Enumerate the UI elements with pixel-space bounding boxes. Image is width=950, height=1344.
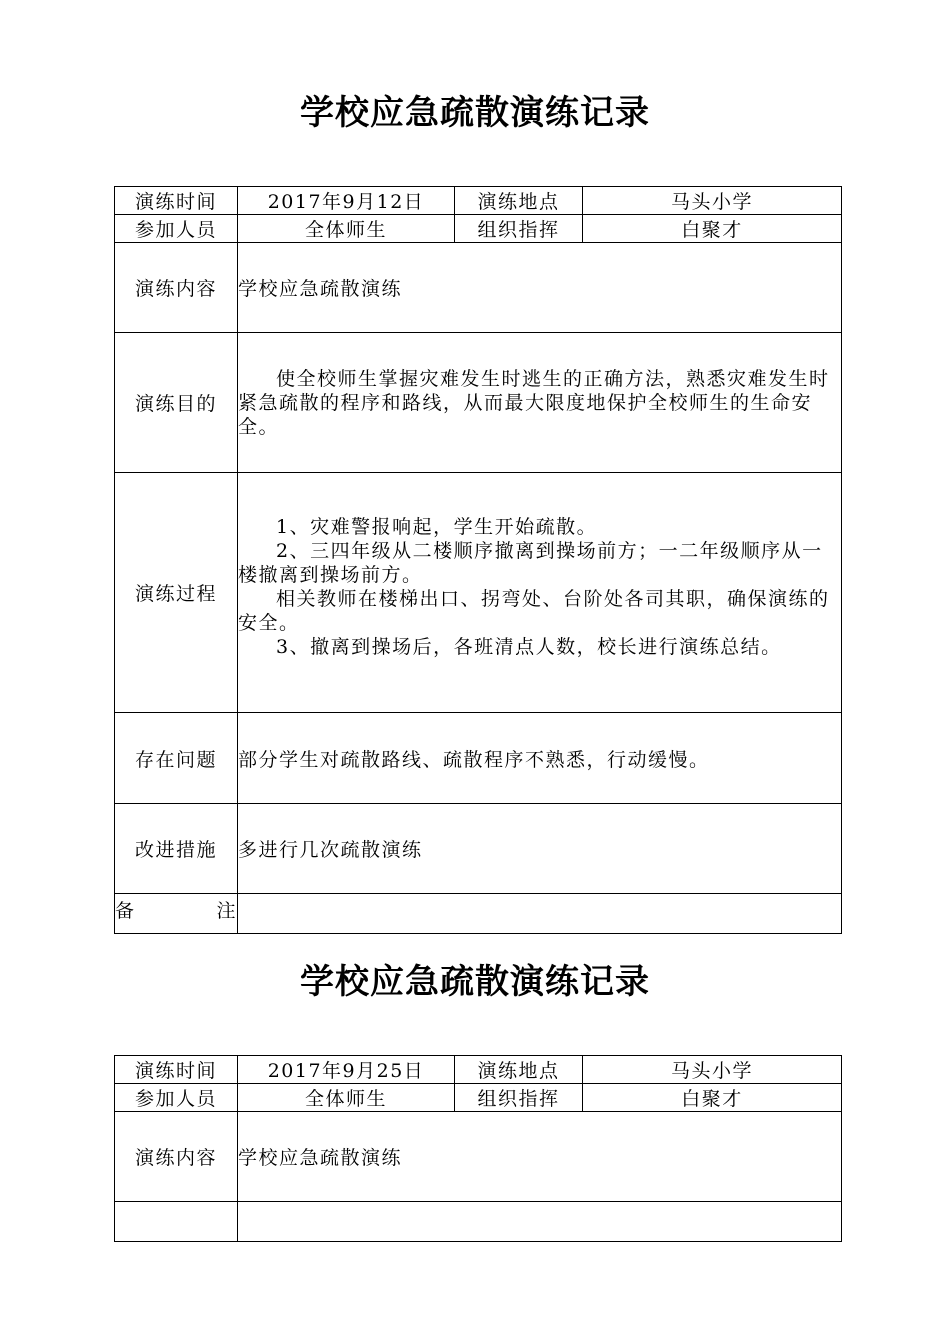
process-step: 3、撤离到操场后，各班清点人数，校长进行演练总结。 bbox=[276, 636, 782, 658]
process-row bbox=[115, 473, 842, 713]
improve-label: 改进措施 bbox=[115, 804, 238, 894]
time-place-row bbox=[115, 187, 842, 215]
remark-label: 备 注 bbox=[115, 894, 238, 934]
remark-value bbox=[238, 894, 842, 934]
remark-row bbox=[115, 894, 842, 934]
record-title: 学校应急疏散演练记录 bbox=[300, 93, 650, 133]
improve-value: 多进行几次疏散演练 bbox=[238, 804, 842, 894]
problem-label: 存在问题 bbox=[115, 713, 238, 804]
process-cell bbox=[238, 473, 842, 713]
commander-label: 组织指挥 bbox=[455, 1084, 583, 1112]
commander-value: 白聚才 bbox=[583, 215, 842, 243]
empty-value-cell bbox=[238, 1202, 842, 1242]
people-commander-row bbox=[115, 1084, 842, 1112]
process-step: 相关教师在楼梯出口、拐弯处、台阶处各司其职，确保演练的安全。 bbox=[238, 588, 830, 634]
purpose-row bbox=[115, 333, 842, 473]
purpose-text: 使全校师生掌握灾难发生时逃生的正确方法，熟悉灾难发生时紧急疏散的程序和路线，从而最大限度地保护全校师生的生命安全。 bbox=[238, 367, 830, 438]
place-label: 演练地点 bbox=[455, 187, 583, 215]
content-label: 演练内容 bbox=[115, 243, 238, 333]
content-row bbox=[115, 1112, 842, 1202]
empty-row bbox=[115, 1202, 842, 1242]
place-value: 马头小学 bbox=[583, 1056, 842, 1084]
process-step: 2、三四年级从二楼顺序撤离到操场前方；一二年级顺序从一楼撤离到操场前方。 bbox=[238, 540, 823, 586]
purpose-label: 演练目的 bbox=[115, 333, 238, 473]
process-step: 1、灾难警报响起，学生开始疏散。 bbox=[276, 516, 598, 538]
purpose-cell bbox=[238, 333, 842, 473]
time-label: 演练时间 bbox=[115, 187, 238, 215]
people-label: 参加人员 bbox=[115, 1084, 238, 1112]
problem-value: 部分学生对疏散路线、疏散程序不熟悉，行动缓慢。 bbox=[238, 713, 842, 804]
people-value: 全体师生 bbox=[238, 1084, 455, 1112]
drill-record-table bbox=[114, 1055, 842, 1242]
content-value: 学校应急疏散演练 bbox=[238, 243, 842, 333]
time-place-row bbox=[115, 1056, 842, 1084]
people-commander-row bbox=[115, 215, 842, 243]
place-label: 演练地点 bbox=[455, 1056, 583, 1084]
people-value: 全体师生 bbox=[238, 215, 455, 243]
content-label: 演练内容 bbox=[115, 1112, 238, 1202]
drill-record-table bbox=[114, 186, 842, 934]
commander-value: 白聚才 bbox=[583, 1084, 842, 1112]
time-value: 2017年9月12日 bbox=[238, 187, 455, 215]
time-value: 2017年9月25日 bbox=[238, 1056, 455, 1084]
improve-row bbox=[115, 804, 842, 894]
time-label: 演练时间 bbox=[115, 1056, 238, 1084]
content-row bbox=[115, 243, 842, 333]
record-title: 学校应急疏散演练记录 bbox=[300, 962, 650, 1002]
content-value: 学校应急疏散演练 bbox=[238, 1112, 842, 1202]
empty-label-cell bbox=[115, 1202, 238, 1242]
problem-row bbox=[115, 713, 842, 804]
people-label: 参加人员 bbox=[115, 215, 238, 243]
process-label: 演练过程 bbox=[115, 473, 238, 713]
commander-label: 组织指挥 bbox=[455, 215, 583, 243]
place-value: 马头小学 bbox=[583, 187, 842, 215]
